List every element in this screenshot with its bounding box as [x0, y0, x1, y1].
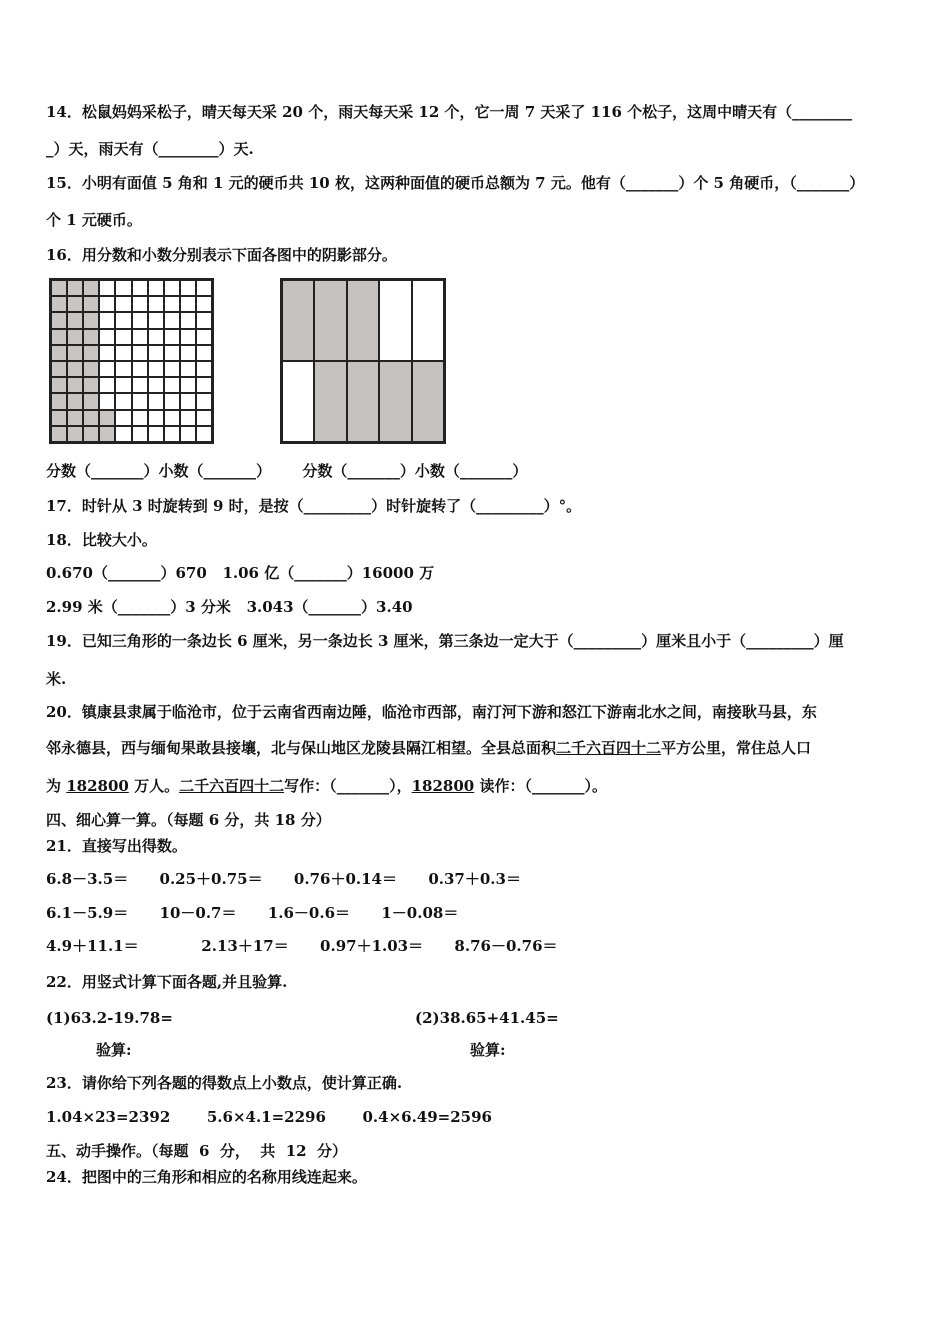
- shaded-cell: [67, 410, 83, 426]
- grid-cell: [196, 426, 212, 442]
- grid-cell: [132, 312, 148, 328]
- q18-line1: 0.670（_______）670 1.06 亿（_______）16000 万: [46, 564, 435, 582]
- q22-check1: 验算:: [96, 1041, 132, 1059]
- grid-cell: [115, 280, 131, 296]
- grid-cell: [148, 377, 164, 393]
- shaded-part: [379, 361, 411, 442]
- q21-row3: 4.9＋11.1＝ 2.13＋17＝ 0.97＋1.03＝ 8.76－0.76＝: [46, 937, 558, 955]
- shaded-cell: [83, 377, 99, 393]
- shaded-part: [282, 280, 314, 361]
- grid-cell: [132, 280, 148, 296]
- text: 邻永德县，西与缅甸果敢县接壤，北与保山地区龙陵县隔江相望。全县总面积: [46, 739, 557, 757]
- q22-problem1: (1)63.2-19.78=: [46, 1009, 173, 1027]
- q23-row1: 1.04×23=2392 5.6×4.1=2296 0.4×6.49=2596: [46, 1108, 492, 1126]
- shaded-cell: [51, 393, 67, 409]
- q22-title: 22．用竖式计算下面各题,并且验算.: [46, 973, 288, 991]
- grid-cell: [99, 377, 115, 393]
- grid-cell: [148, 329, 164, 345]
- grid-cell: [148, 296, 164, 312]
- grid-cell: [132, 296, 148, 312]
- grid-cell: [196, 410, 212, 426]
- grid-cell: [99, 361, 115, 377]
- grid-cell: [148, 426, 164, 442]
- q16-answers: 分数（_______）小数（_______） 分数（_______）小数（_______）: [46, 462, 528, 480]
- q15-line1: 15．小明有面值 5 角和 1 元的硬币共 10 枚，这两种面值的硬币总额为 7 元。他有（_______）个 5 角硬币，（_______）: [46, 174, 865, 192]
- grid-cell: [132, 393, 148, 409]
- grid-cell: [180, 426, 196, 442]
- grid-cell: [164, 312, 180, 328]
- grid-cell: [99, 280, 115, 296]
- q19-line2: 米.: [46, 670, 67, 688]
- shaded-cell: [83, 426, 99, 442]
- grid-cell: [196, 377, 212, 393]
- q19-line1: 19．已知三角形的一条边长 6 厘米，另一条边长 3 厘米，第三条边一定大于（_________）厘米且小于（_________）厘: [46, 632, 844, 650]
- grid-cell: [180, 329, 196, 345]
- blank-part: [412, 280, 444, 361]
- shaded-cell: [83, 345, 99, 361]
- shaded-cell: [83, 296, 99, 312]
- shaded-cell: [51, 329, 67, 345]
- grid-cell: [148, 280, 164, 296]
- q21-title: 21．直接写出得数。: [46, 837, 187, 855]
- grid-cell: [196, 393, 212, 409]
- q20-line1: 20．镇康县隶属于临沧市，位于云南省西南边陲，临沧市西部，南汀河下游和怒江下游南北水之间，南接耿马县，东: [46, 703, 817, 721]
- grid-cell: [132, 377, 148, 393]
- text: 读作：（_______）。: [474, 777, 607, 795]
- grid-cell: [132, 426, 148, 442]
- grid-cell: [196, 329, 212, 345]
- q20-line2: [46, 738, 811, 758]
- q21-row1: 6.8－3.5＝ 0.25＋0.75＝ 0.76＋0.14＝ 0.37＋0.3＝: [46, 870, 521, 888]
- shaded-part: [347, 280, 379, 361]
- grid-cell: [132, 329, 148, 345]
- shaded-cell: [51, 377, 67, 393]
- q18-line2: 2.99 米（_______）3 分米 3.043（_______）3.40: [46, 598, 413, 616]
- text: 写作：（_______），: [284, 777, 412, 795]
- grid-cell: [196, 296, 212, 312]
- shaded-cell: [83, 280, 99, 296]
- q14-line2: _）天，雨天有（________）天.: [46, 140, 254, 158]
- shaded-cell: [83, 393, 99, 409]
- shaded-part: [412, 361, 444, 442]
- grid-cell: [99, 312, 115, 328]
- grid-cell: [148, 312, 164, 328]
- q22-problem2: (2)38.65+41.45=: [415, 1009, 559, 1027]
- shaded-cell: [67, 361, 83, 377]
- q22-check2: 验算:: [470, 1041, 506, 1059]
- q23-title: 23．请你给下列各题的得数点上小数点，使计算正确.: [46, 1074, 403, 1092]
- grid-cell: [99, 329, 115, 345]
- grid-cell: [164, 280, 180, 296]
- grid-cell: [132, 361, 148, 377]
- text: 万人。: [128, 777, 180, 795]
- grid-cell: [115, 361, 131, 377]
- grid-cell: [99, 393, 115, 409]
- shaded-part: [347, 361, 379, 442]
- underlined-number: 182800: [411, 777, 475, 795]
- section-5-heading: 五、动手操作。（每题 6 分， 共 12 分）: [46, 1142, 348, 1160]
- grid-cell: [115, 345, 131, 361]
- shaded-cell: [51, 296, 67, 312]
- grid-cell: [115, 312, 131, 328]
- blank-part: [282, 361, 314, 442]
- shaded-cell: [67, 280, 83, 296]
- grid-cell: [115, 393, 131, 409]
- text: 为: [46, 777, 67, 795]
- shaded-cell: [99, 426, 115, 442]
- hundred-grid-figure: [49, 278, 214, 444]
- grid-cell: [196, 361, 212, 377]
- grid-cell: [115, 377, 131, 393]
- grid-cell: [148, 345, 164, 361]
- q15-line2: 个 1 元硬币。: [46, 211, 142, 229]
- grid-cell: [99, 345, 115, 361]
- grid-cell: [115, 329, 131, 345]
- grid-cell: [180, 296, 196, 312]
- shaded-cell: [51, 410, 67, 426]
- grid-cell: [148, 361, 164, 377]
- shaded-cell: [67, 393, 83, 409]
- shaded-cell: [51, 345, 67, 361]
- grid-cell: [164, 426, 180, 442]
- grid-cell: [180, 393, 196, 409]
- shaded-cell: [67, 377, 83, 393]
- section-4-heading: 四、细心算一算。（每题 6 分，共 18 分）: [46, 811, 331, 829]
- grid-cell: [164, 361, 180, 377]
- shaded-cell: [67, 312, 83, 328]
- shaded-cell: [67, 426, 83, 442]
- grid-cell: [132, 345, 148, 361]
- grid-cell: [180, 361, 196, 377]
- q14-line1: 14．松鼠妈妈采松子，晴天每天采 20 个，雨天每天采 12 个，它一周 7 天采了 116 个松子，这周中晴天有（________: [46, 103, 853, 121]
- grid-cell: [164, 410, 180, 426]
- shaded-cell: [51, 361, 67, 377]
- q17: 17．时针从 3 时旋转到 9 时，是按（_________）时针旋转了（_________）°。: [46, 497, 582, 515]
- grid-cell: [164, 377, 180, 393]
- shaded-part: [314, 361, 346, 442]
- grid-cell: [115, 410, 131, 426]
- grid-cell: [164, 393, 180, 409]
- grid-cell: [164, 296, 180, 312]
- grid-cell: [180, 377, 196, 393]
- shaded-cell: [83, 329, 99, 345]
- grid-cell: [180, 280, 196, 296]
- grid-cell: [180, 345, 196, 361]
- grid-cell: [132, 410, 148, 426]
- shaded-cell: [51, 312, 67, 328]
- shaded-cell: [99, 410, 115, 426]
- underlined-area: 二千六百四十二: [179, 777, 285, 795]
- grid-cell: [164, 345, 180, 361]
- q18-title: 18．比较大小。: [46, 531, 157, 549]
- grid-cell: [180, 312, 196, 328]
- grid-cell: [164, 329, 180, 345]
- q21-row2: 6.1－5.9＝ 10－0.7＝ 1.6－0.6＝ 1－0.08＝: [46, 904, 459, 922]
- grid-cell: [115, 426, 131, 442]
- shaded-cell: [83, 312, 99, 328]
- underlined-number: 182800: [66, 777, 129, 795]
- underlined-area: 二千六百四十二: [556, 739, 662, 757]
- tenths-bars-figure: [280, 278, 446, 444]
- shaded-part: [314, 280, 346, 361]
- q16-title: 16．用分数和小数分别表示下面各图中的阴影部分。: [46, 246, 397, 264]
- shaded-cell: [51, 280, 67, 296]
- grid-cell: [196, 312, 212, 328]
- grid-cell: [196, 280, 212, 296]
- shaded-cell: [67, 329, 83, 345]
- q20-line3: [46, 776, 607, 796]
- grid-cell: [148, 393, 164, 409]
- text: 平方公里，常住总人口: [661, 739, 812, 757]
- grid-cell: [180, 410, 196, 426]
- shaded-cell: [67, 296, 83, 312]
- blank-part: [379, 280, 411, 361]
- grid-cell: [196, 345, 212, 361]
- grid-cell: [99, 296, 115, 312]
- grid-cell: [115, 296, 131, 312]
- shaded-cell: [67, 345, 83, 361]
- shaded-cell: [83, 361, 99, 377]
- grid-cell: [148, 410, 164, 426]
- shaded-cell: [51, 426, 67, 442]
- q24: 24．把图中的三角形和相应的名称用线连起来。: [46, 1168, 367, 1186]
- shaded-cell: [83, 410, 99, 426]
